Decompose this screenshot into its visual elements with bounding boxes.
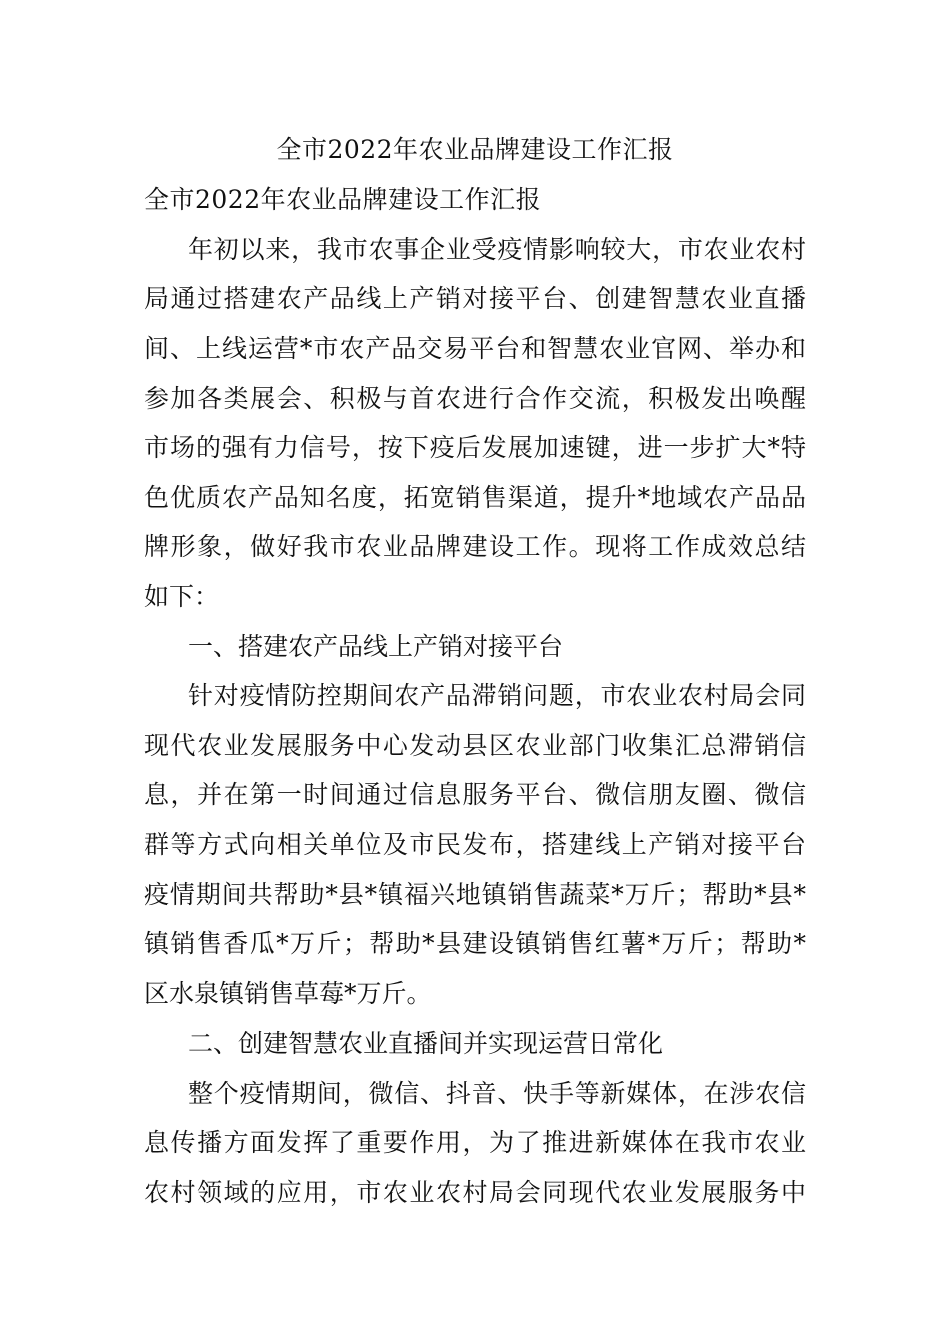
paragraph-line: 区水泉镇销售草莓*万斤。 (144, 979, 432, 1008)
section-heading: 一、搭建农产品线上产销对接平台 (188, 632, 564, 661)
paragraph-line: 如下： (144, 582, 220, 611)
paragraph-line: 疫情期间共帮助*县*镇福兴地镇销售蔬菜*万斤；帮助*县* (144, 880, 806, 909)
paragraph-line: 现代农业发展服务中心发动县区农业部门收集汇总滞销信 (144, 731, 806, 760)
document-title: 全市2022年农业品牌建设工作汇报 (276, 135, 674, 164)
paragraph-line: 息，并在第一时间通过信息服务平台、微信朋友圈、微信 (144, 780, 806, 809)
paragraph-line: 息传播方面发挥了重要作用，为了推进新媒体在我市农业 (144, 1128, 806, 1157)
paragraph-line: 市场的强有力信号，按下疫后发展加速键，进一步扩大*特 (144, 433, 806, 462)
paragraph-line: 牌形象，做好我市农业品牌建设工作。现将工作成效总结 (144, 532, 806, 561)
paragraph-line: 群等方式向相关单位及市民发布，搭建线上产销对接平台 (144, 830, 806, 859)
paragraph-line: 针对疫情防控期间农产品滞销问题，市农业农村局会同 (188, 681, 806, 710)
paragraph-line: 农村领域的应用，市农业农村局会同现代农业发展服务中 (144, 1178, 806, 1207)
paragraph-line: 参加各类展会、积极与首农进行合作交流，积极发出唤醒 (144, 384, 806, 413)
paragraph-line: 镇销售香瓜*万斤；帮助*县建设镇销售红薯*万斤；帮助* (144, 929, 806, 958)
paragraph-line: 色优质农产品知名度，拓宽销售渠道，提升*地域农产品品 (144, 483, 806, 512)
document-subtitle: 全市2022年农业品牌建设工作汇报 (144, 185, 542, 214)
paragraph-line: 局通过搭建农产品线上产销对接平台、创建智慧农业直播 (144, 284, 806, 313)
paragraph-line: 间、上线运营*市农产品交易平台和智慧农业官网、举办和 (144, 334, 806, 363)
paragraph-line: 年初以来，我市农事企业受疫情影响较大，市农业农村 (188, 235, 806, 264)
section-heading: 二、创建智慧农业直播间并实现运营日常化 (188, 1029, 664, 1058)
paragraph-line: 整个疫情期间，微信、抖音、快手等新媒体，在涉农信 (188, 1079, 806, 1108)
